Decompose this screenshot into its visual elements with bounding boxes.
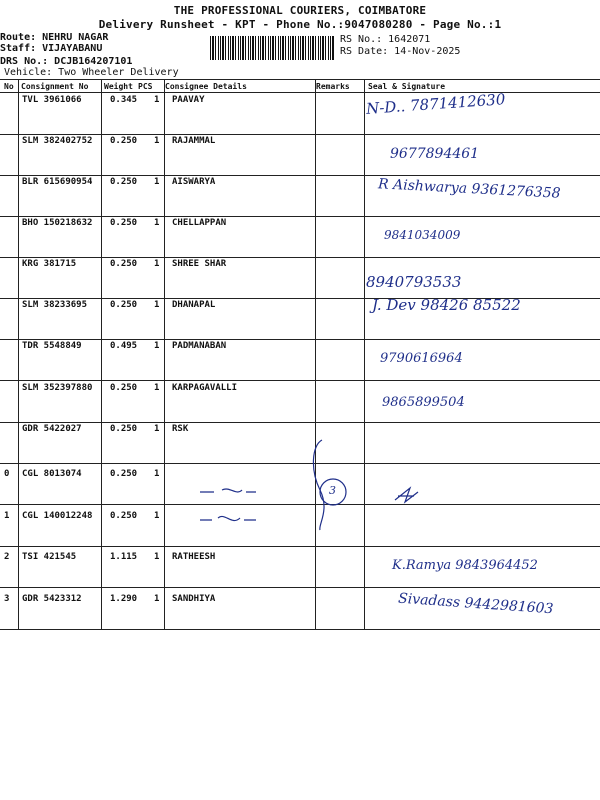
row-number: 3 bbox=[4, 594, 10, 604]
pcs-value: 1 bbox=[154, 552, 160, 562]
signature: N-D.. 7871412630 bbox=[365, 90, 506, 118]
signature: 9865899504 bbox=[382, 395, 465, 410]
weight-value: 0.250 bbox=[110, 511, 138, 521]
weight-value: 0.250 bbox=[110, 177, 138, 187]
vehicle-label: Vehicle: Two Wheeler Delivery bbox=[4, 67, 179, 78]
staff-label: Staff: VIJAYABANU bbox=[0, 43, 103, 54]
signature: 9790616964 bbox=[380, 351, 463, 366]
consignee-name: RSK bbox=[172, 424, 189, 434]
pcs-value: 1 bbox=[154, 177, 160, 187]
consignment-number: SLM 38233695 bbox=[22, 300, 88, 310]
consignee-name: DHANAPAL bbox=[172, 300, 216, 310]
pcs-value: 1 bbox=[154, 424, 160, 434]
consignee-name: PADMANABAN bbox=[172, 341, 227, 351]
consignment-number: TVL 3961066 bbox=[22, 95, 82, 105]
runsheet-subtitle: Delivery Runsheet - KPT - Phone No.:9047080280 - Page No.:1 bbox=[98, 18, 502, 31]
consignment-number: GDR 5423312 bbox=[22, 594, 82, 604]
consignee-name: KARPAGAVALLI bbox=[172, 383, 238, 393]
signature: K.Ramya 9843964452 bbox=[392, 558, 538, 573]
pcs-value: 1 bbox=[154, 136, 160, 146]
consignee-name: AISWARYA bbox=[172, 177, 216, 187]
col-header-consignee: Consignee Details bbox=[165, 82, 247, 91]
consignment-number: TDR 5548849 bbox=[22, 341, 82, 351]
signature: J. Dev 98426 85522 bbox=[372, 296, 521, 314]
consignment-number: BHO 150218632 bbox=[22, 218, 93, 228]
rs-number: RS No.: 1642071 bbox=[340, 34, 431, 45]
consignment-number: TSI 421545 bbox=[22, 552, 77, 562]
col-header-pcs: PCS bbox=[138, 82, 153, 91]
weight-value: 0.250 bbox=[110, 469, 138, 479]
col-header-consignment: Consignment No bbox=[21, 82, 89, 91]
drs-number: DRS No.: DCJB164207101 bbox=[0, 56, 133, 67]
col-header-no: No bbox=[4, 82, 14, 91]
row-number: 1 bbox=[4, 511, 10, 521]
weight-value: 0.250 bbox=[110, 136, 138, 146]
weight-value: 0.250 bbox=[110, 259, 138, 269]
circled-number: 3 bbox=[329, 484, 336, 497]
weight-value: 0.250 bbox=[110, 383, 138, 393]
signature: R Aishwarya 9361276358 bbox=[377, 176, 561, 202]
weight-value: 0.345 bbox=[110, 95, 138, 105]
pcs-value: 1 bbox=[154, 218, 160, 228]
consignee-name: RAJAMMAL bbox=[172, 136, 216, 146]
col-header-weight: Weight bbox=[104, 82, 133, 91]
consignment-number: CGL 140012248 bbox=[22, 511, 93, 521]
pcs-value: 1 bbox=[154, 594, 160, 604]
consignee-name: SHREE SHAR bbox=[172, 259, 227, 269]
row-number: 2 bbox=[4, 552, 10, 562]
signature: Sivadass 9442981603 bbox=[397, 590, 554, 618]
consignment-number: BLR 615690954 bbox=[22, 177, 93, 187]
weight-value: 0.495 bbox=[110, 341, 138, 351]
consignee-name: CHELLAPPAN bbox=[172, 218, 227, 228]
weight-value: 1.290 bbox=[110, 594, 138, 604]
col-header-remarks: Remarks bbox=[316, 82, 350, 91]
consignment-number: CGL 8013074 bbox=[22, 469, 82, 479]
pcs-value: 1 bbox=[154, 259, 160, 269]
col-header-signature: Seal & Signature bbox=[368, 82, 446, 91]
consignment-number: KRG 381715 bbox=[22, 259, 77, 269]
consignee-name: RATHEESH bbox=[172, 552, 216, 562]
pcs-value: 1 bbox=[154, 511, 160, 521]
consignment-number: SLM 382402752 bbox=[22, 136, 93, 146]
weight-value: 1.115 bbox=[110, 552, 138, 562]
weight-value: 0.250 bbox=[110, 424, 138, 434]
rs-date: RS Date: 14-Nov-2025 bbox=[340, 46, 461, 57]
pcs-value: 1 bbox=[154, 341, 160, 351]
runsheet-title: THE PROFESSIONAL COURIERS, COIMBATORE bbox=[173, 4, 427, 17]
consignment-number: GDR 5422027 bbox=[22, 424, 82, 434]
signature: 9841034009 bbox=[384, 228, 461, 242]
consignment-number: SLM 352397880 bbox=[22, 383, 93, 393]
pcs-value: 1 bbox=[154, 300, 160, 310]
weight-value: 0.250 bbox=[110, 218, 138, 228]
row-number: 0 bbox=[4, 469, 10, 479]
consignee-name: PAAVAY bbox=[172, 95, 205, 105]
pcs-value: 1 bbox=[154, 95, 160, 105]
consignee-name: SANDHIYA bbox=[172, 594, 216, 604]
signature: 8940793533 bbox=[366, 273, 462, 291]
weight-value: 0.250 bbox=[110, 300, 138, 310]
route-label: Route: NEHRU NAGAR bbox=[0, 32, 109, 43]
pcs-value: 1 bbox=[154, 383, 160, 393]
signature: 9677894461 bbox=[390, 146, 480, 162]
pcs-value: 1 bbox=[154, 469, 160, 479]
